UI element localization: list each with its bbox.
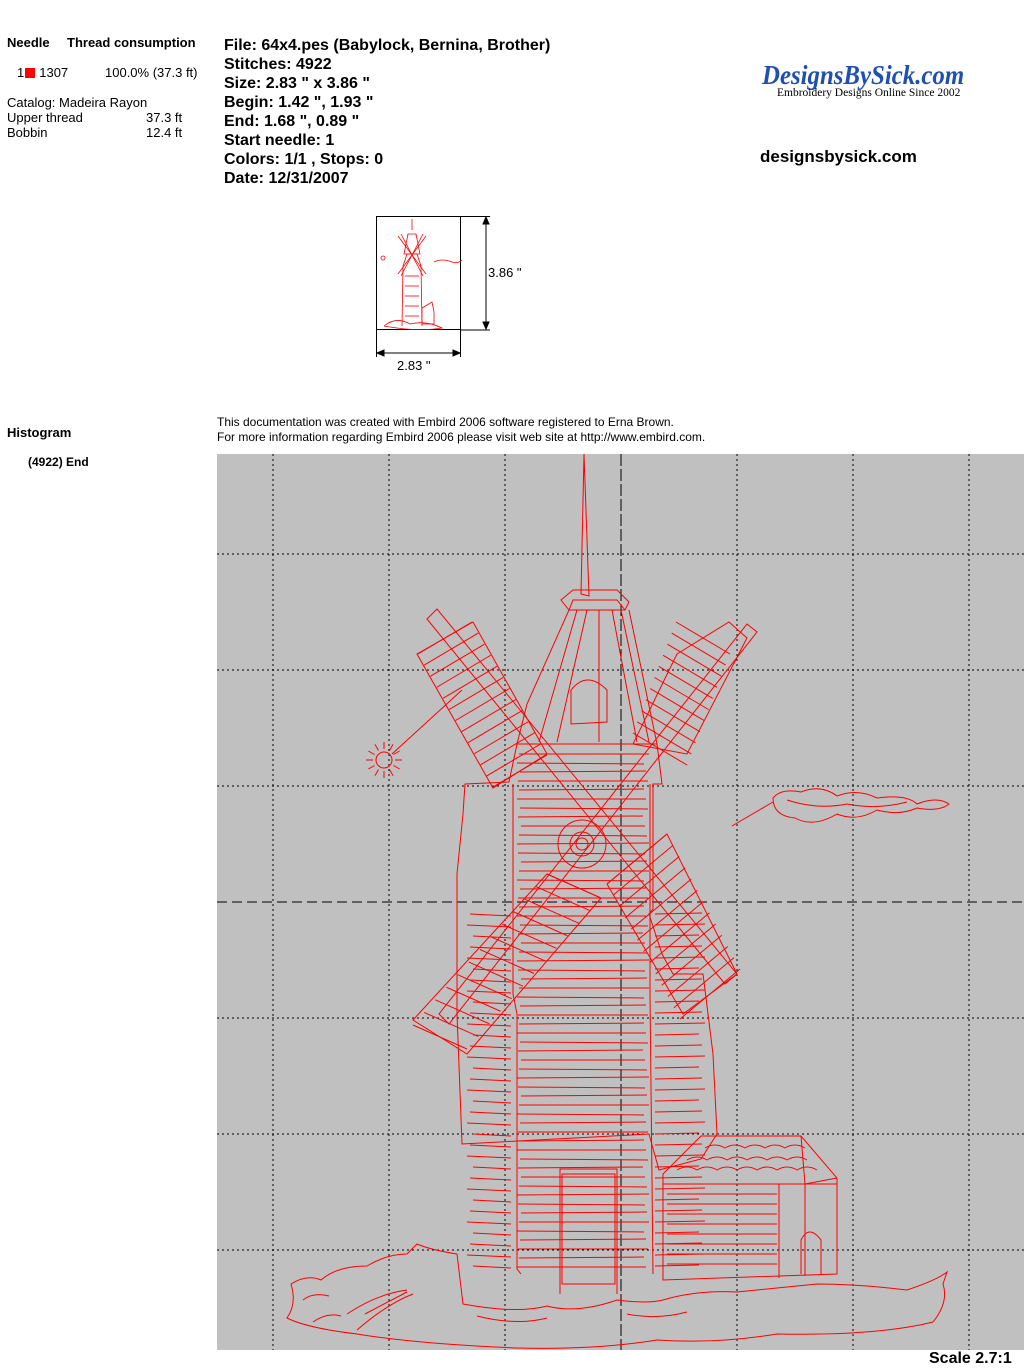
colors-stops: Colors: 1/1 , Stops: 0	[224, 151, 384, 168]
plank-line	[518, 853, 645, 854]
sun	[376, 752, 392, 768]
plank-line	[655, 1045, 702, 1046]
plank-line	[519, 1069, 647, 1070]
logo-tagline: Embroidery Designs Online Since 2002	[777, 87, 961, 99]
design-date: Date: 12/31/2007	[224, 170, 349, 187]
plank-line	[655, 1232, 699, 1233]
histogram-entry: (4922) End	[28, 455, 89, 469]
thread-code: 1307	[39, 65, 69, 80]
sail-slat	[456, 689, 510, 721]
start-needle: Start needle: 1	[224, 132, 335, 149]
plank-line	[655, 1144, 702, 1145]
website-link[interactable]: designsbysick.com	[760, 147, 917, 166]
plank-line	[655, 1111, 702, 1112]
plank-line	[655, 924, 705, 925]
sail-slat	[656, 924, 716, 974]
color-swatch	[25, 68, 35, 78]
plank-line	[519, 1257, 644, 1258]
bobbin-label: Bobbin	[7, 125, 48, 140]
plank-line	[519, 789, 644, 790]
sail-2-lower	[413, 874, 601, 1054]
credits-line-2: For more information regarding Embird 2006 please visit web site at http://www.embird.com.	[217, 430, 706, 444]
design-thumbnail	[376, 216, 546, 376]
plank-line	[520, 1122, 646, 1123]
plank-line	[655, 1067, 699, 1068]
sail-slat	[493, 755, 547, 787]
sail-slat	[633, 733, 687, 765]
tower-planks	[467, 754, 705, 1268]
sail-slat	[413, 1025, 467, 1049]
plank-line	[517, 1194, 649, 1195]
plank-line	[520, 771, 646, 772]
plank-line	[473, 1167, 511, 1169]
annex-door	[801, 1232, 821, 1274]
thumbnail-svg	[376, 216, 546, 376]
plank-line	[518, 1050, 643, 1051]
thread-consumption-value: 100.0% (37.3 ft)	[105, 65, 198, 80]
plank-line	[520, 808, 648, 809]
end-point: End: 1.68 ", 0.89 "	[224, 113, 360, 130]
plank-line	[655, 957, 705, 958]
histogram-title: Histogram	[7, 425, 72, 440]
cloud	[773, 789, 949, 822]
design-info	[224, 36, 550, 188]
plank-line	[521, 1212, 647, 1213]
plank-line	[518, 1204, 645, 1205]
plank-line	[473, 1101, 511, 1103]
plank-line	[467, 1024, 511, 1026]
plank-line	[517, 960, 649, 961]
plank-line	[655, 913, 702, 914]
plank-line	[520, 1159, 648, 1160]
plank-line	[521, 861, 647, 862]
plank-line	[655, 1012, 702, 1013]
plank-line	[518, 970, 645, 971]
plank-line	[655, 1034, 699, 1035]
sail-slat	[680, 969, 740, 1019]
plank-line	[473, 1266, 511, 1268]
sail-slat	[668, 947, 728, 997]
plank-line	[655, 1265, 699, 1266]
sail-slat	[642, 711, 696, 743]
sail-slat	[474, 722, 528, 754]
plank-line	[655, 1089, 705, 1090]
windmill-roof	[517, 610, 657, 744]
sail-slat	[659, 666, 713, 698]
sail-2-upper	[633, 622, 747, 754]
plank-line	[655, 1155, 705, 1156]
plank-line	[655, 1166, 699, 1167]
sail-slat	[663, 655, 717, 687]
plank-line	[655, 1199, 699, 1200]
plank-line	[467, 1123, 511, 1125]
sail-slat	[469, 962, 523, 986]
plank-line	[467, 1255, 511, 1257]
sail-slat	[650, 913, 710, 963]
plank-line	[517, 1077, 649, 1078]
thumbnail-width-label: 2.83 "	[397, 358, 431, 373]
needle-column-header: Needle	[7, 35, 50, 50]
plank-line	[520, 1005, 646, 1006]
sail-slat	[547, 874, 601, 898]
plank-line	[467, 1156, 511, 1158]
plank-line	[521, 1095, 647, 1096]
plank-line	[467, 1090, 511, 1092]
plank-line	[519, 835, 647, 836]
plank-line	[655, 1056, 705, 1057]
plank-line	[467, 1057, 511, 1059]
plank-line	[470, 1211, 511, 1213]
upper-thread-value: 37.3 ft	[146, 110, 183, 125]
plank-line	[518, 816, 643, 817]
plank-line	[520, 1239, 646, 1240]
plank-line	[517, 1231, 644, 1232]
plank-line	[470, 1046, 511, 1048]
thread-consumption-header: Thread consumption	[67, 35, 196, 50]
sail-slat	[418, 622, 472, 654]
sail-slat	[449, 677, 503, 709]
sail-slat	[619, 857, 679, 907]
sail-slat	[672, 633, 726, 665]
plank-line	[520, 925, 648, 926]
plank-line	[517, 997, 644, 998]
design-canvas-svg	[217, 454, 1024, 1350]
sail-slat	[437, 655, 491, 687]
sail-slat	[525, 899, 579, 923]
plank-line	[470, 1112, 511, 1114]
design-size: Size: 2.83 " x 3.86 "	[224, 75, 370, 92]
sail-slat	[431, 644, 485, 676]
plank-line	[655, 1122, 705, 1123]
plank-line	[519, 952, 647, 953]
canvas-grid	[217, 454, 1024, 1350]
plank-line	[521, 978, 647, 979]
sail-slat	[468, 711, 522, 743]
plank-line	[519, 1186, 647, 1187]
plank-line	[467, 1189, 511, 1191]
sail-slat	[462, 700, 516, 732]
sail-slat	[502, 924, 556, 948]
sail-slat	[631, 879, 691, 929]
plank-line	[655, 990, 705, 991]
windmill-spire	[581, 454, 589, 596]
sail-slat	[650, 689, 704, 721]
windmill-embroidery	[287, 454, 949, 1348]
bobbin-value: 12.4 ft	[146, 125, 183, 140]
plank-line	[520, 1042, 648, 1043]
plank-line	[655, 1078, 702, 1079]
plank-line	[655, 1001, 699, 1002]
credits-line-1: This documentation was created with Embird 2006 software registered to Erna Brown.	[217, 415, 674, 429]
sail-slat	[481, 733, 535, 765]
catalog-label: Catalog: Madeira Rayon	[7, 95, 148, 110]
begin-point: Begin: 1.42 ", 1.93 "	[224, 94, 374, 111]
plank-line	[518, 933, 643, 934]
logo-wordmark: DesignsBySick.com	[762, 60, 965, 90]
plank-line	[473, 1002, 511, 1004]
plank-line	[518, 1167, 643, 1168]
plank-line	[517, 1114, 644, 1115]
file-name: File: 64x4.pes (Babylock, Bernina, Brother)	[224, 37, 551, 54]
design-canvas	[217, 454, 1024, 1350]
plank-line	[655, 1177, 702, 1178]
sail-slat	[667, 644, 721, 676]
plank-line	[655, 1210, 702, 1211]
scale-label: Scale 2.7:1	[929, 1350, 1012, 1367]
plank-line	[655, 1100, 699, 1101]
plank-line	[517, 880, 644, 881]
needle-number: 1	[17, 65, 25, 80]
plank-line	[467, 958, 511, 960]
plank-line	[518, 1087, 645, 1088]
plank-line	[655, 1023, 705, 1024]
sail-slat	[487, 744, 541, 776]
stitch-count: Stitches: 4922	[224, 56, 332, 73]
sail-slat	[435, 1000, 489, 1024]
thumbnail-height-label: 3.86 "	[488, 265, 522, 280]
plank-line	[517, 763, 644, 764]
upper-thread-label: Upper thread	[7, 110, 83, 125]
plank-line	[467, 1222, 511, 1224]
windmill-window	[571, 680, 607, 724]
plank-line	[519, 1023, 644, 1024]
thread-row	[17, 65, 68, 80]
